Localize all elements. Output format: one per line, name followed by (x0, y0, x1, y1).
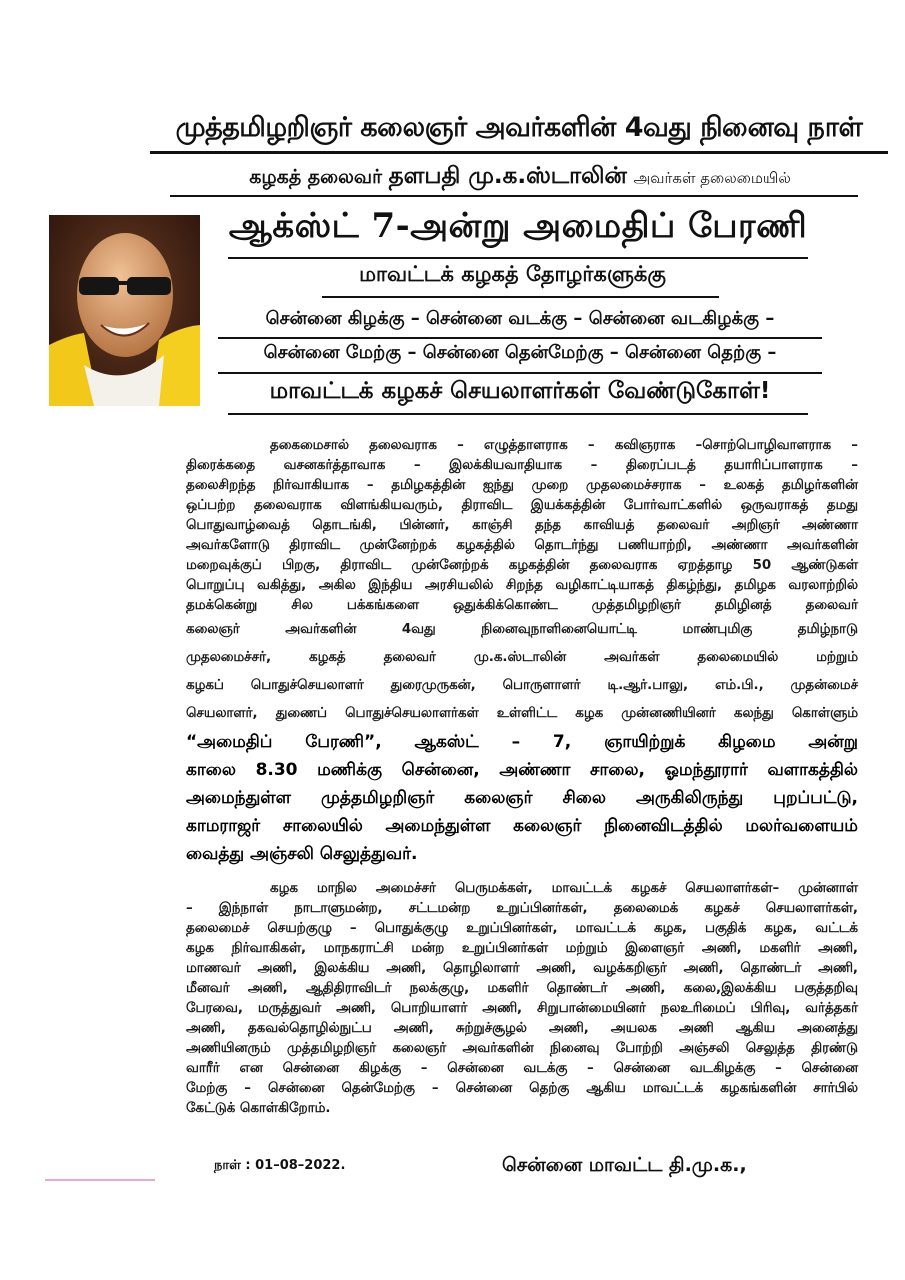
text-line: மீனவர் அணி, ஆதிதிராவிடர் நலக்குழு, மகளிர் தொண்டர் அணி, கலை,இலக்கிய பகுத்தறிவு (186, 981, 858, 996)
text-line: கேட்டுக் கொள்கிறோம். (186, 1101, 331, 1116)
leadership-line (175, 163, 865, 192)
emphasis-line: “அமைதிப் பேரணி”, ஆகஸ்ட் – 7, ஞாயிற்றுக் கிழமை அன்று (186, 732, 858, 752)
signature: சென்னை மாவட்ட தி.மு.க., (502, 1154, 747, 1176)
portrait-photo (49, 215, 200, 406)
divider (218, 337, 822, 339)
districts-line-1: சென்னை கிழக்கு – சென்னை வடக்கு – சென்னை வடகிழக்கு – (265, 308, 775, 329)
text-line: கலைஞர் அவர்களின் 4வது நினைவுநாளினையொட்டி மாண்புமிகு தமிழ்நாடு (186, 622, 858, 637)
request-heading: மாவட்டக் கழகச் செயலாளர்கள் வேண்டுகோள்! (269, 378, 771, 404)
text-line: மேற்கு – சென்னை தென்மேற்கு – சென்னை தெற்கு ஆகிய மாவட்டக் கழகங்களின் சார்பில் (186, 1081, 858, 1096)
divider (322, 296, 719, 298)
illegible-footnote-mark (45, 1178, 155, 1182)
divider (228, 257, 808, 259)
text-line: அணியினரும் முத்தமிழறிஞர் கலைஞர் அவர்களின் நினைவு போற்றி அஞ்சலி செலுத்த திரண்டு (186, 1041, 858, 1056)
text-line: தமக்கென்று சில பக்கங்களை ஒதுக்கிக்கொண்ட முத்தமிழறிஞர் தமிழினத் தலைவர் (186, 598, 858, 613)
divider (170, 195, 858, 197)
text-line: கழக நிர்வாகிகள், மாநகராட்சி மன்ற உறுப்பினர்கள் மற்றும் இளைஞர் அணி, மகளிர் அணி, (186, 941, 858, 956)
paragraph-invitation (186, 879, 858, 1119)
date-label: நாள் : 01–08–2022. (214, 1158, 346, 1173)
leadership-suffix: அவர்கள் தலைமையில் (633, 169, 791, 187)
text-line: தலைசிறந்த நிர்வாகியாக – தமிழகத்தின் ஐந்து முறை முதலமைச்சராக – உலகத் தமிழர்களின் (186, 478, 858, 493)
emphasis-line: அமைந்துள்ள முத்தமிழறிஞர் கலைஞர் சிலை அருகிலிருந்து புறப்பட்டு, (186, 788, 858, 808)
event-title: ஆக்ஸ்ட் 7-அன்று அமைதிப் பேரணி (228, 206, 808, 246)
file-path-footnote (45, 1178, 155, 1183)
text-line: – இந்நாள் நாடாளுமன்ற, சட்டமன்ற உறுப்பினர்கள், தலைமைக் கழகச் செயலாளர்கள், (186, 901, 858, 916)
emphasis-line: காலை 8.30 மணிக்கு சென்னை, அண்ணா சாலை, ஓமந்தூரார் வளாகத்தில் (186, 760, 858, 780)
memorial-day-title: முத்தமிழறிஞர் கலைஞர் அவர்களின் 4வது நினைவு நாள் (175, 112, 863, 143)
text-line: முதலமைச்சர், கழகத் தலைவர் மு.க.ஸ்டாலின் அவர்கள் தலைமையில் மற்றும் (186, 650, 858, 665)
divider (218, 372, 822, 374)
leadership-prefix: கழகத் தலைவர் (249, 166, 383, 188)
text-line: அவர்களோடு திராவிட முன்னேற்றக் கழகத்தில் தொடர்ந்து பணியாற்றி, அண்ணா அவர்களின் (186, 538, 858, 553)
addressee-heading: மாவட்டக் கழகத் தோழர்களுக்கு (359, 262, 666, 286)
districts-line-2: சென்னை மேற்கு – சென்னை தென்மேற்கு – சென்னை தெற்கு – (263, 342, 777, 363)
text-line: பேரவை, மருத்துவர் அணி, பொறியாளர் அணி, சிறுபான்மையினர் நலஉரிமைப் பிரிவு, வர்த்தகர் (186, 1001, 858, 1016)
text-line: அணி, தகவல்தொழில்நுட்ப அணி, சுற்றுச்சூழல் அணி, அயலக அணி ஆகிய அனைத்து (186, 1021, 858, 1036)
text-line: கழக மாநில அமைச்சர் பெருமக்கள், மாவட்டக் கழகச் செயலாளர்கள்– முன்னாள் (270, 881, 858, 896)
divider (150, 151, 888, 154)
text-line: மாணவர் அணி, இலக்கிய அணி, தொழிலாளர் அணி, வழக்கறிஞர் அணி, தொண்டர் அணி, (186, 961, 858, 976)
text-line: தலைமைச் செயற்குழு – பொதுக்குழு உறுப்பினர்கள், மாவட்டக் கழக, பகுதிக் கழக, வட்டக் (186, 921, 858, 936)
text-line: வாரீர் என சென்னை கிழக்கு – சென்னை வடக்கு – சென்னை வடகிழக்கு – சென்னை (186, 1061, 858, 1076)
text-line: பொறுப்பு வகித்து, அகில இந்திய அரசியலில் சிறந்த வழிகாட்டியாகத் திகழ்ந்து, தமிழக வரலாற்றில் (186, 578, 858, 593)
text-line: மறைவுக்குப் பிறகு, திராவிட முன்னேற்றக் கழகத்தின் தலைவராக ஏறத்தாழ 50 ஆண்டுகள் (186, 558, 858, 573)
text-line: திரைக்கதை வசனகர்த்தாவாக – இலக்கியவாதியாக – திரைப்படத் தயாரிப்பாளராக – (186, 458, 858, 473)
paragraph-tribute (186, 436, 858, 868)
portrait-image (49, 215, 200, 406)
text-line: கழகப் பொதுச்செயலாளர் துரைமுருகன், பொருளாளர் டி.ஆர்.பாலு, எம்.பி., முதன்மைச் (186, 678, 858, 693)
text-line: ஒப்பற்ற தலைவராக விளங்கியவரும், திராவிட இயக்கத்தின் போர்வாட்களில் ஒருவராகத் தமது (186, 498, 858, 513)
text-line: தகைமைசால் தலைவராக – எழுத்தாளராக – கவிஞராக –சொற்பொழிவாளராக – (270, 438, 858, 453)
leader-name: தளபதி மு.க.ஸ்டாலின் (388, 163, 627, 189)
text-line: செயலாளர், துணைப் பொதுச்செயலாளர்கள் உள்ளிட்ட கழக முன்னணியினர் கலந்து கொள்ளும் (186, 706, 858, 721)
emphasis-line: காமராஜர் சாலையில் அமைந்துள்ள கலைஞர் நினைவிடத்தில் மலர்வளையம் (186, 816, 858, 836)
text-line: பொதுவாழ்வைத் தொடங்கி, பின்னர், காஞ்சி தந்த காவியத் தலைவர் அறிஞர் அண்ணா (186, 518, 858, 533)
divider (228, 413, 808, 415)
emphasis-line: வைத்து அஞ்சலி செலுத்துவர். (186, 844, 418, 864)
